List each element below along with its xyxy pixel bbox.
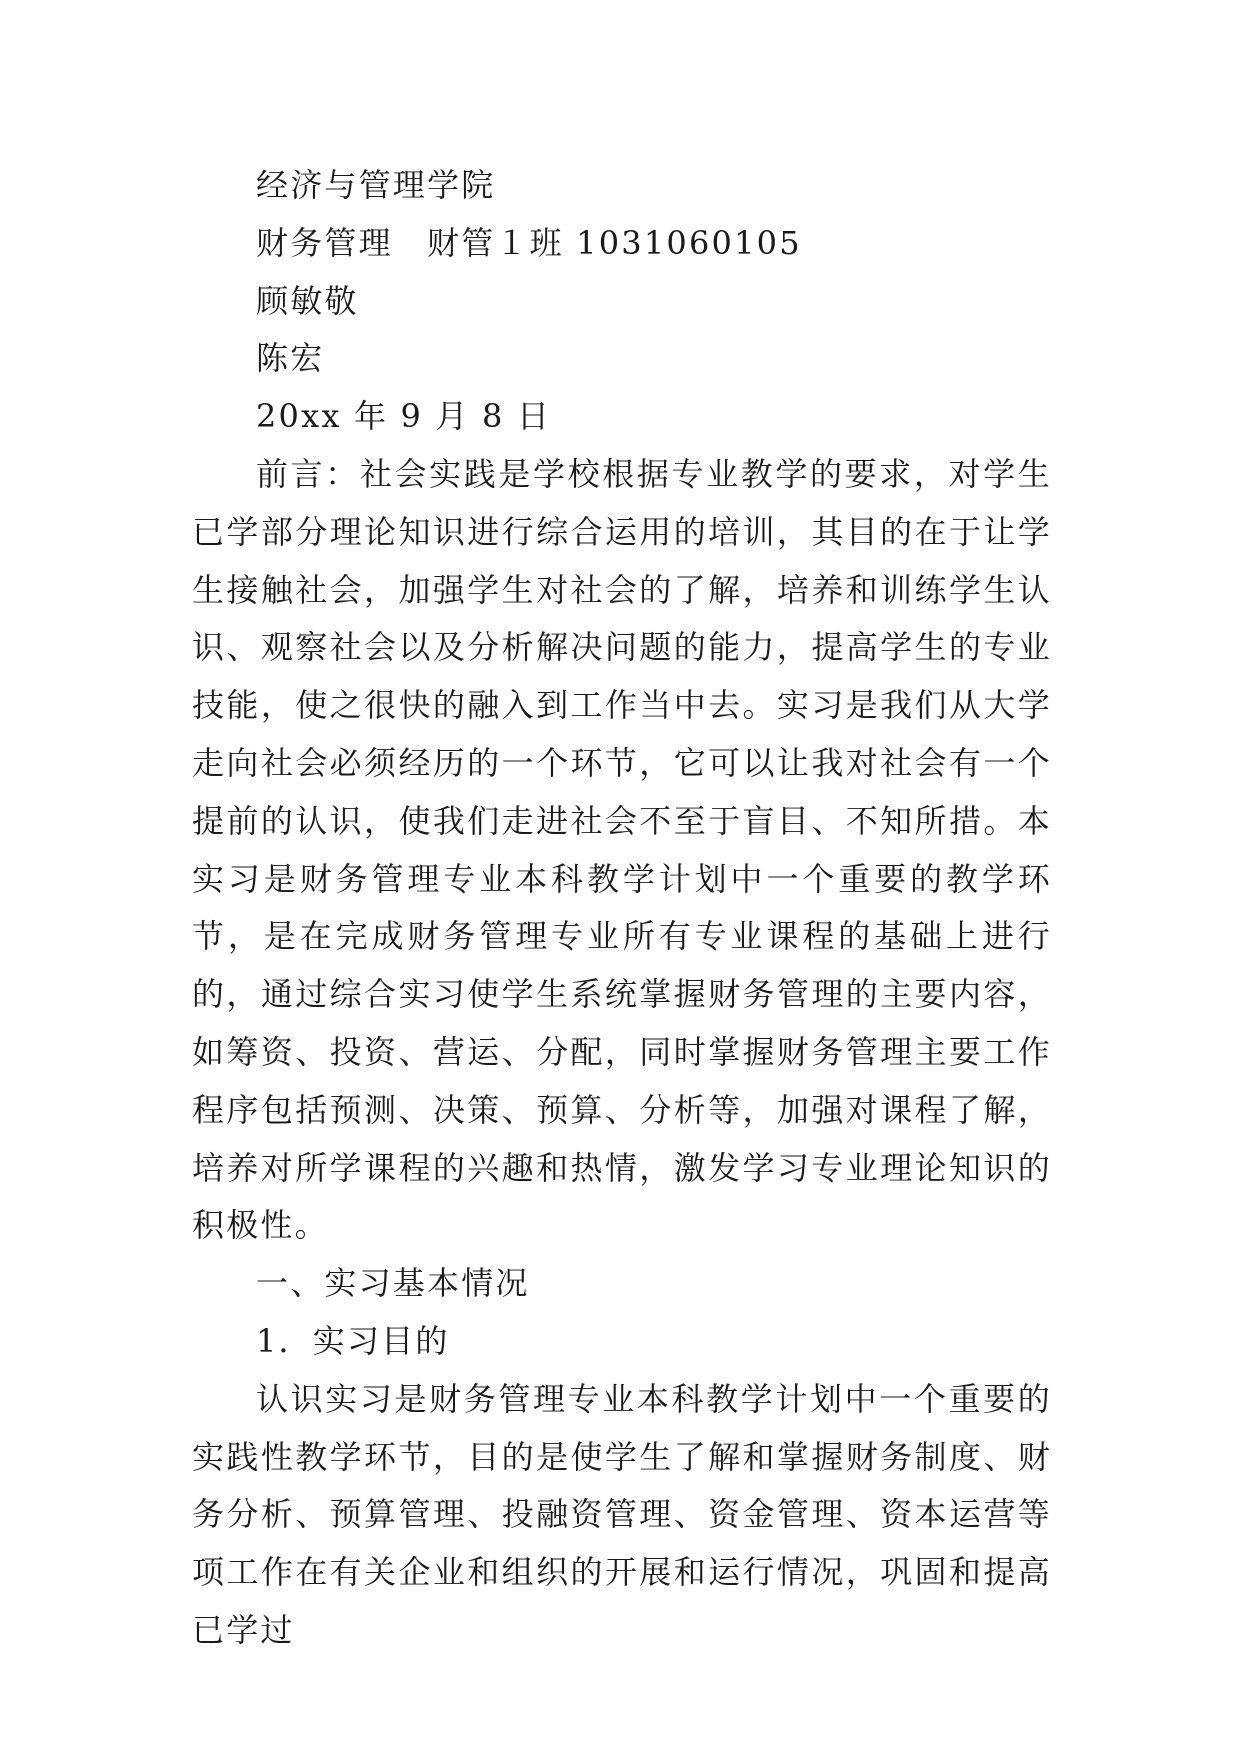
- date-line: 20xx 年 9 月 8 日: [256, 397, 552, 436]
- subsection-heading: 1．实习目的: [256, 1321, 450, 1360]
- document-body: [192, 157, 1052, 1660]
- purpose-paragraph: 认识实习是财务管理专业本科教学计划中一个重要的实践性教学环节，目的是使学生了解和掌握财务制度、财务分析、预算管理、投融资管理、资金管理、资本运营等项工作在有关企业和组织的开展和运行情况，巩固和提高已学过: [192, 1379, 1052, 1649]
- major-class-line: 财务管理 财管１班 1031060105: [256, 223, 802, 262]
- student-name-line: 顾敏敬: [256, 281, 359, 320]
- section-heading: 一、实习基本情况: [256, 1264, 530, 1303]
- preface-paragraph: 前言：社会实践是学校根据专业教学的要求，对学生已学部分理论知识进行综合运用的培训，其目的在于让学生接触社会，加强学生对社会的了解，培养和训练学生认识、观察社会以及分析解决问题的能力，提高学生的专业技能，使之很快的融入到工作当中去。实习是我们从大学走向社会必须经历的一个环节，它可以让我对社会有一个提前的认识，使我们走进社会不至于盲目、不知所措。本实习是财务管理专业本科教学计划中一个重要的教学环节，是在完成财务管理专业所有专业课程的基础上进行的，通过综合实习使学生系统掌握财务管理的主要内容，如筹资、投资、营运、分配，同时掌握财务管理主要工作程序包括预测、决策、预算、分析等，加强对课程了解，培养对所学课程的兴趣和热情，激发学习专业理论知识的积极性。: [192, 454, 1052, 1245]
- teacher-name-line: 陈宏: [256, 339, 325, 378]
- college-line: 经济与管理学院: [256, 166, 496, 204]
